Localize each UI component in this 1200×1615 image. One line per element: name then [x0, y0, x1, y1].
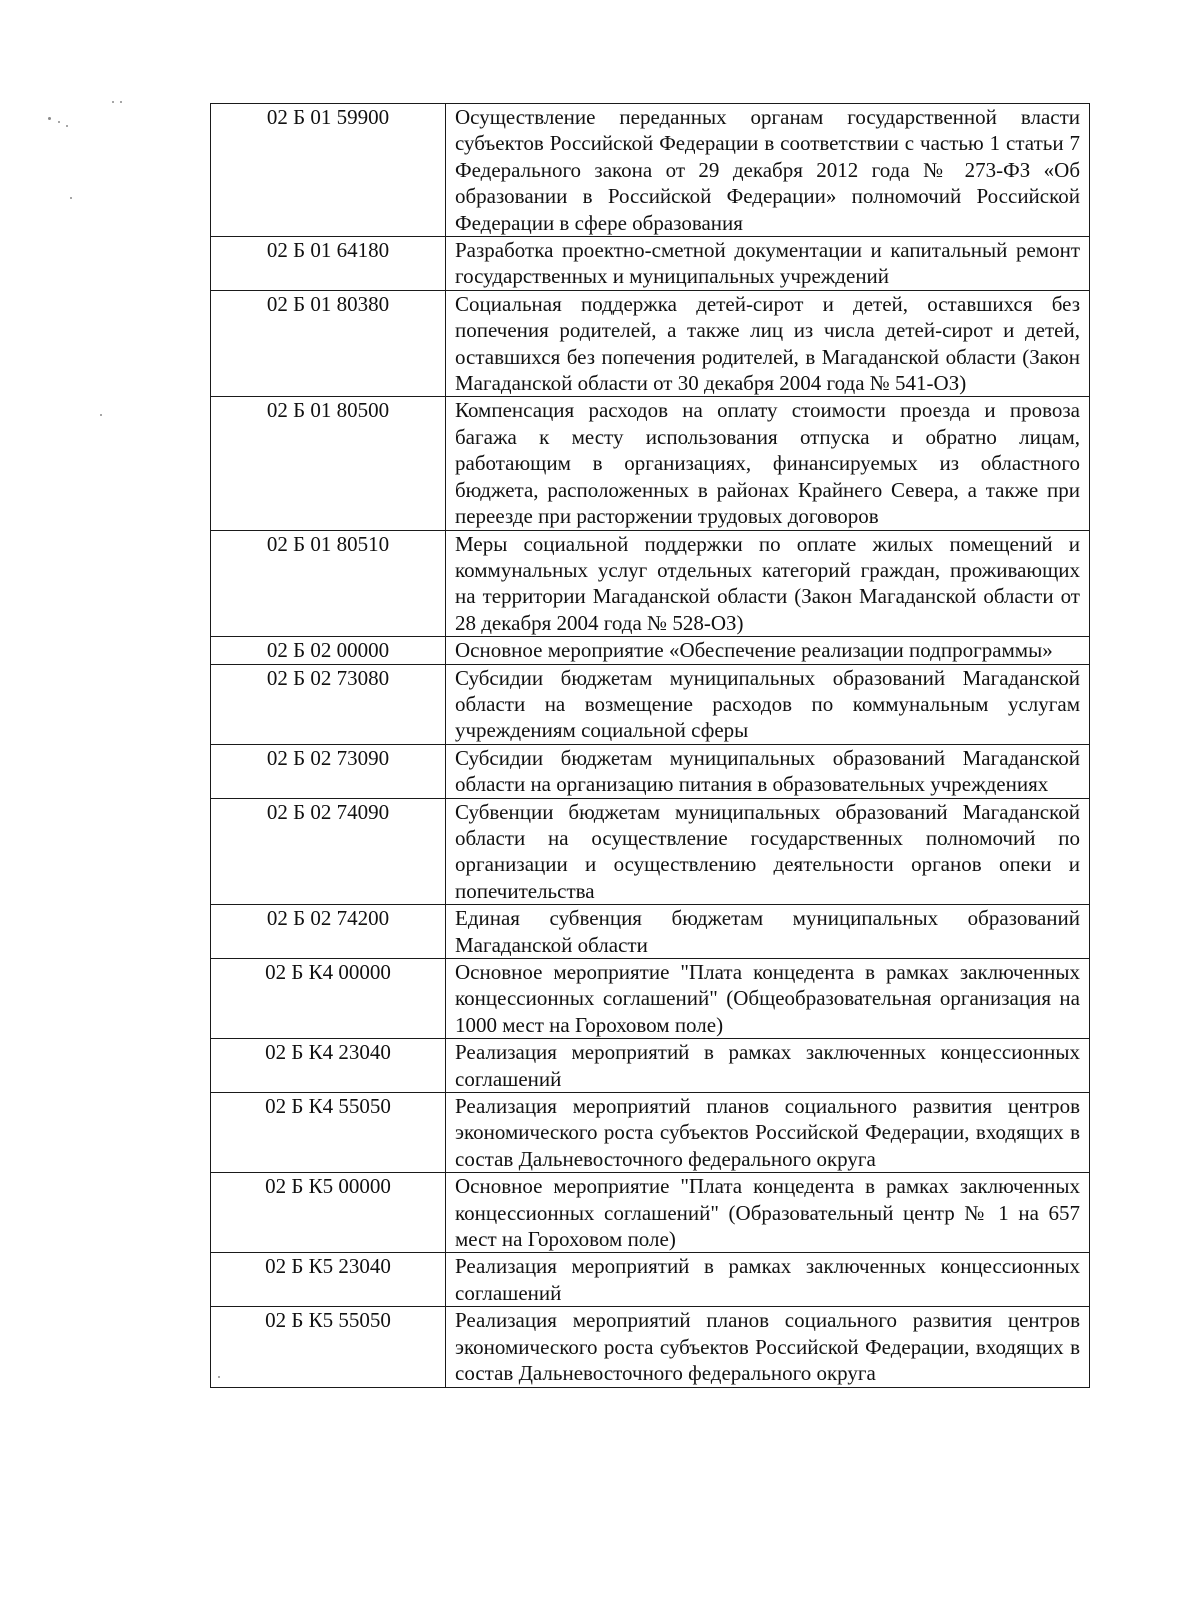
table-row — [211, 237, 1090, 291]
scan-speck — [48, 117, 51, 120]
code-cell: 02 Б 01 59900 — [211, 104, 446, 237]
scan-speck — [66, 125, 68, 127]
description-cell: Осуществление переданных органам государственной власти субъектов Российской Федерации в соответствии с частью 1 статьи 7 Федерального закона от 29 декабря 2012 года № 273-ФЗ «Об образовании в Российской Федерации» полномочий Российской Федерации в сфере образования — [446, 104, 1090, 237]
description-cell: Реализация мероприятий планов социального развития центров экономического роста субъектов Российской Федерации, входящих в состав Дальневосточного федерального округа — [446, 1093, 1090, 1173]
table-row — [211, 1039, 1090, 1093]
description-cell: Реализация мероприятий в рамках заключенных концессионных соглашений — [446, 1253, 1090, 1307]
table-row — [211, 905, 1090, 959]
table-row — [211, 1253, 1090, 1307]
code-cell: 02 Б К4 00000 — [211, 959, 446, 1039]
description-cell: Субсидии бюджетам муниципальных образований Магаданской области на организацию питания в образовательных учреждениях — [446, 744, 1090, 798]
description-cell: Разработка проектно-сметной документации и капитальный ремонт государственных и муниципальных учреждений — [446, 237, 1090, 291]
scan-speck — [58, 121, 60, 123]
code-cell: 02 Б К5 55050 — [211, 1307, 446, 1387]
scan-speck — [112, 101, 114, 103]
description-cell: Меры социальной поддержки по оплате жилых помещений и коммунальных услуг отдельных категорий граждан, проживающих на территории Магаданской области (Закон Магаданской области от 28 декабря 2004 года № 528-ОЗ) — [446, 530, 1090, 637]
description-cell: Основное мероприятие «Обеспечение реализации подпрограммы» — [446, 637, 1090, 664]
table-row — [211, 1173, 1090, 1253]
table-row — [211, 798, 1090, 905]
description-cell: Основное мероприятие "Плата концедента в рамках заключенных концессионных соглашений" (Общеобразовательная организация на 1000 мест на Гороховом поле) — [446, 959, 1090, 1039]
description-cell: Компенсация расходов на оплату стоимости проезда и провоза багажа к месту использования отпуска и обратно лицам, работающим в организациях, финансируемых из областного бюджета, расположенных в районах Крайнего Севера, а также при переезде при расторжении трудовых договоров — [446, 397, 1090, 530]
code-cell: 02 Б 01 64180 — [211, 237, 446, 291]
table-row — [211, 1093, 1090, 1173]
description-cell: Социальная поддержка детей-сирот и детей, оставшихся без попечения родителей, а также лиц из числа детей-сирот и детей, оставшихся без попечения родителей, в Магаданской области (Закон Магаданской области от 30 декабря 2004 года № 541-ОЗ) — [446, 290, 1090, 397]
code-cell: 02 Б 01 80380 — [211, 290, 446, 397]
table-row — [211, 959, 1090, 1039]
code-cell: 02 Б 02 74090 — [211, 798, 446, 905]
table-row — [211, 637, 1090, 664]
table-body — [211, 104, 1090, 1388]
code-cell: 02 Б К5 00000 — [211, 1173, 446, 1253]
description-cell: Субвенции бюджетам муниципальных образований Магаданской области на осуществление государственных полномочий по организации и осуществлению деятельности органов опеки и попечительства — [446, 798, 1090, 905]
description-cell: Основное мероприятие "Плата концедента в рамках заключенных концессионных соглашений" (Образовательный центр № 1 на 657 мест на Гороховом поле) — [446, 1173, 1090, 1253]
scan-speck — [70, 197, 72, 199]
table-row — [211, 290, 1090, 397]
code-cell: 02 Б К4 55050 — [211, 1093, 446, 1173]
budget-classification-table — [210, 103, 1090, 1388]
table-row — [211, 104, 1090, 237]
code-cell: 02 Б 02 73080 — [211, 664, 446, 744]
description-cell: Реализация мероприятий планов социального развития центров экономического роста субъектов Российской Федерации, входящих в состав Дальневосточного федерального округа — [446, 1307, 1090, 1387]
table-row — [211, 397, 1090, 530]
code-cell: 02 Б 02 00000 — [211, 637, 446, 664]
description-cell: Единая субвенция бюджетам муниципальных образований Магаданской области — [446, 905, 1090, 959]
description-cell: Реализация мероприятий в рамках заключенных концессионных соглашений — [446, 1039, 1090, 1093]
table-row — [211, 664, 1090, 744]
scan-speck — [100, 414, 102, 416]
scan-speck — [120, 101, 122, 103]
code-cell: 02 Б 02 73090 — [211, 744, 446, 798]
code-cell: 02 Б 01 80510 — [211, 530, 446, 637]
description-cell: Субсидии бюджетам муниципальных образований Магаданской области на возмещение расходов по коммунальным услугам учреждениям социальной сферы — [446, 664, 1090, 744]
code-cell: 02 Б К5 23040 — [211, 1253, 446, 1307]
code-cell: 02 Б К4 23040 — [211, 1039, 446, 1093]
table-row — [211, 1307, 1090, 1387]
code-cell: 02 Б 02 74200 — [211, 905, 446, 959]
code-cell: 02 Б 01 80500 — [211, 397, 446, 530]
table-row — [211, 744, 1090, 798]
table-row — [211, 530, 1090, 637]
